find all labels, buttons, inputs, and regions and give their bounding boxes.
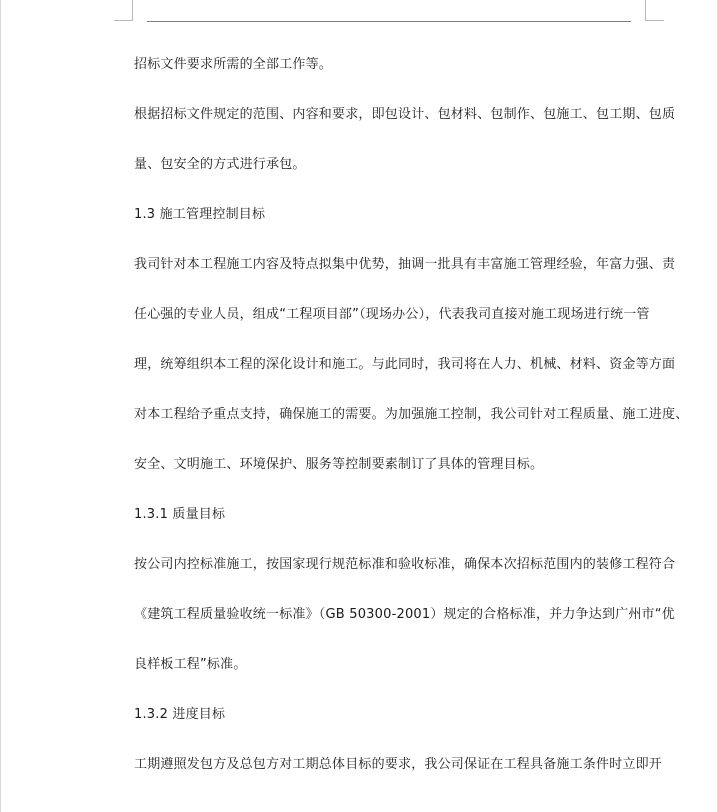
paragraph-line: 《建筑工程质量验收统一标准》（GB 50300-2001）规定的合格标准，并力争达到广州市“优: [134, 607, 675, 622]
page-left-edge: [0, 0, 1, 812]
header-rule: [147, 21, 631, 22]
paragraph-line: 量、包安全的方式进行承包。: [134, 157, 306, 172]
paragraph-line: 良样板工程”标准。: [134, 657, 247, 672]
paragraph-line: 招标文件要求所需的全部工作等。: [134, 57, 333, 72]
text-boundary-corner-top-right: [645, 0, 664, 21]
text-boundary-corner-top-left: [114, 0, 133, 21]
section-heading: 1.3 施工管理控制目标: [134, 207, 266, 222]
paragraph-line: 任心强的专业人员，组成“工程项目部”（现场办公），代表我司直接对施工现场进行统一管: [134, 307, 650, 322]
paragraph-line: 根据招标文件规定的范围、内容和要求，即包设计、包材料、包制作、包施工、包工期、包质: [134, 107, 676, 122]
paragraph-line: 理，统筹组织本工程的深化设计和施工。与此同时，我司将在人力、机械、材料、资金等方面: [134, 357, 676, 372]
paragraph-line: 安全、文明施工、环境保护、服务等控制要素制订了具体的管理目标。: [134, 457, 544, 472]
paragraph-line: 按公司内控标准施工，按国家现行规范标准和验收标准，确保本次招标范围内的装修工程符合: [134, 557, 676, 572]
paragraph-line: 我司针对本工程施工内容及特点拟集中优势，抽调一批具有丰富施工管理经验，年富力强、责: [134, 257, 676, 272]
section-heading: 1.3.2 进度目标: [134, 707, 226, 722]
paragraph-line: 对本工程给予重点支持，确保施工的需要。为加强施工控制，我公司针对工程质量、施工进度、: [134, 407, 689, 422]
section-heading: 1.3.1 质量目标: [134, 507, 226, 522]
paragraph-line: 工期遵照发包方及总包方对工期总体目标的要求，我公司保证在工程具备施工条件时立即开: [134, 757, 663, 772]
